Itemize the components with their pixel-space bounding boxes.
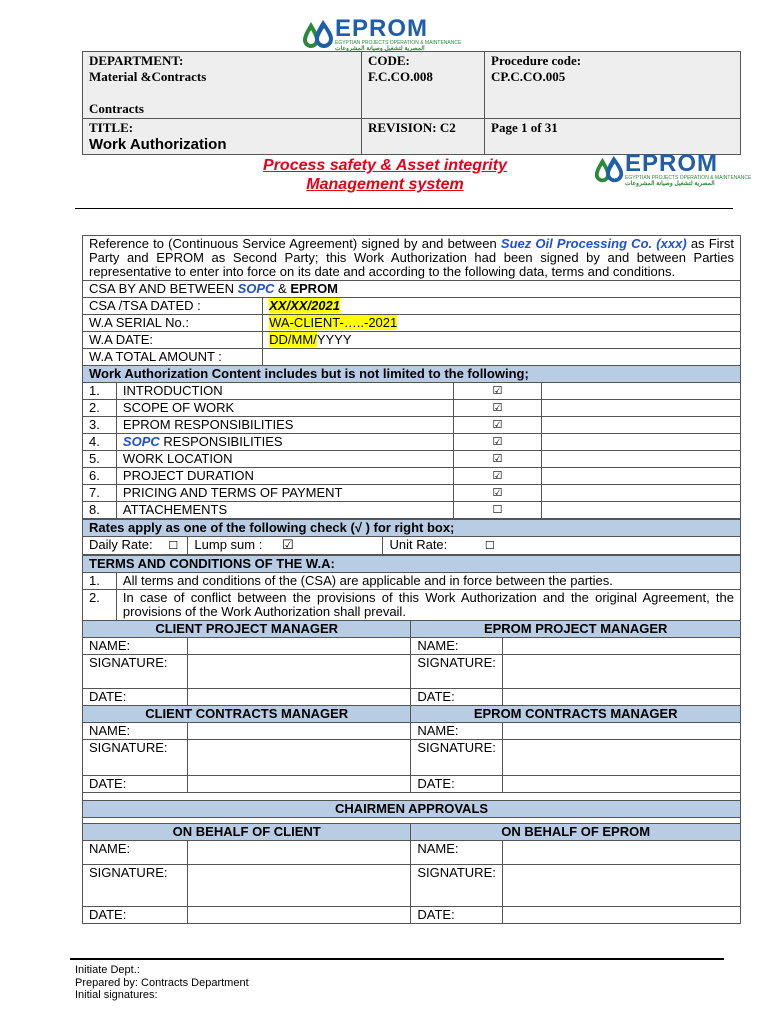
item-label: ATTACHEMENTS [116, 502, 453, 520]
spacer-row [83, 793, 741, 801]
item-label: PROJECT DURATION [116, 468, 453, 485]
logo-brand: EPROM [335, 15, 429, 42]
wa-date-value: DD/MM/ [269, 332, 317, 347]
chairman-client-date-field[interactable] [188, 907, 411, 924]
water-drops-icon [301, 18, 335, 52]
signature-label: SIGNATURE: [83, 655, 188, 689]
content-item [83, 400, 741, 417]
signature-label: SIGNATURE: [411, 740, 503, 776]
content-heading: Work Authorization Content includes but is not limited to the following; [83, 366, 741, 383]
item-empty [542, 468, 741, 485]
chairman-eprom-signature-field[interactable] [502, 865, 740, 907]
eprom-logo-side [593, 152, 751, 187]
first-party-name: Suez Oil Processing Co. (xxx) [500, 236, 687, 251]
client-pm-name-field[interactable] [188, 638, 411, 655]
code-value: F.C.CO.008 [368, 69, 433, 84]
chairman-client-name-field[interactable] [188, 841, 411, 865]
logo-tagline-ar: المصرية لتشغيل وصيانة المشروعات [335, 46, 425, 52]
eprom-project-manager-heading: EPROM PROJECT MANAGER [411, 621, 741, 638]
daily-rate-label: Daily Rate: [89, 537, 153, 552]
procedure-value: CP.C.CO.005 [491, 69, 566, 84]
item-number: 1. [83, 383, 117, 400]
terms-number: 1. [83, 573, 117, 590]
content-item [83, 502, 741, 520]
terms-heading: TERMS AND CONDITIONS OF THE W.A: [83, 555, 741, 573]
code-cell [362, 52, 485, 119]
item-empty [542, 383, 741, 400]
item-empty [542, 434, 741, 451]
daily-rate-checkbox[interactable]: ☐ [168, 539, 179, 552]
chairmen-approvals-heading: CHAIRMEN APPROVALS [83, 801, 741, 818]
date-label: DATE: [411, 776, 503, 793]
item-checkbox[interactable]: ☑ [453, 434, 542, 451]
chairman-eprom-name-field[interactable] [502, 841, 740, 865]
item-label: EPROM RESPONSIBILITIES [116, 417, 453, 434]
item-empty [542, 417, 741, 434]
management-system-banner [200, 156, 570, 194]
eprom-pm-name-field[interactable] [502, 638, 740, 655]
wa-date-label: W.A DATE: [83, 332, 263, 349]
eprom-contracts-manager-heading: EPROM CONTRACTS MANAGER [411, 706, 741, 723]
item-checkbox[interactable]: ☑ [453, 400, 542, 417]
footer-separator [70, 958, 724, 960]
item-label: SOPC RESPONSIBILITIES [116, 434, 453, 451]
daily-rate-cell [83, 537, 188, 556]
name-label: NAME: [83, 638, 188, 655]
client-contracts-manager-heading: CLIENT CONTRACTS MANAGER [83, 706, 411, 723]
csa-dated-label: CSA /TSA DATED : [83, 298, 263, 315]
csa-parties-row [83, 281, 741, 298]
department-cell [83, 52, 362, 119]
client-cm-name-field[interactable] [188, 723, 411, 740]
item-checkbox[interactable]: ☑ [453, 485, 542, 502]
name-label: NAME: [83, 841, 188, 865]
unit-rate-label: Unit Rate: [389, 537, 448, 552]
wa-date-cell [263, 332, 741, 349]
date-label: DATE: [83, 776, 188, 793]
item-empty [542, 485, 741, 502]
date-label: DATE: [83, 907, 188, 924]
terms-item [83, 573, 741, 590]
logo-tagline-ar: المصرية لتشغيل وصيانة المشروعات [625, 181, 715, 187]
item-empty [542, 451, 741, 468]
date-label: DATE: [411, 907, 503, 924]
signature-label: SIGNATURE: [83, 740, 188, 776]
item-label: SCOPE OF WORK [116, 400, 453, 417]
content-item [83, 485, 741, 502]
chairman-eprom-date-field[interactable] [502, 907, 740, 924]
signature-label: SIGNATURE: [411, 865, 503, 907]
rates-heading: Rates apply as one of the following check (√ ) for right box; [83, 519, 741, 537]
eprom-pm-date-field[interactable] [502, 689, 740, 706]
title-cell [83, 119, 362, 155]
date-label: DATE: [83, 689, 188, 706]
content-item [83, 383, 741, 400]
csa-dated-value: XX/XX/2021 [269, 298, 340, 313]
item-checkbox[interactable]: ☐ [453, 502, 542, 520]
wa-amount-value [263, 349, 741, 366]
procedure-cell [485, 52, 741, 119]
signature-label: SIGNATURE: [411, 655, 503, 689]
item-number: 8. [83, 502, 117, 520]
client-cm-signature-field[interactable] [188, 740, 411, 776]
client-project-manager-heading: CLIENT PROJECT MANAGER [83, 621, 411, 638]
terms-number: 2. [83, 590, 117, 621]
code-label: CODE: [368, 53, 410, 68]
item-number: 2. [83, 400, 117, 417]
wa-serial-value: WA-CLIENT-…..-2021 [269, 315, 398, 330]
lump-sum-cell [188, 537, 383, 556]
behalf-client-heading: ON BEHALF OF CLIENT [83, 824, 411, 841]
name-label: NAME: [411, 638, 503, 655]
item-number: 3. [83, 417, 117, 434]
client-pm-signature-field[interactable] [188, 655, 411, 689]
wa-serial-label: W.A SERIAL No.: [83, 315, 263, 332]
item-label: INTRODUCTION [116, 383, 453, 400]
wa-date-year: YYYY [316, 332, 352, 347]
terms-text: All terms and conditions of the (CSA) are applicable and in force between the parties. [116, 573, 740, 590]
item-number: 6. [83, 468, 117, 485]
banner-line-1: Process safety & Asset integrity [263, 157, 507, 174]
eprom-logo-top [301, 17, 461, 52]
item-number: 4. [83, 434, 117, 451]
content-item [83, 434, 741, 451]
lump-sum-checkbox[interactable]: ☑ [281, 538, 294, 553]
terms-item [83, 590, 741, 621]
item-checkbox[interactable]: ☑ [453, 451, 542, 468]
banner-line-2: Management system [306, 176, 464, 193]
item-checkbox[interactable]: ☑ [453, 417, 542, 434]
item-checkbox[interactable]: ☑ [453, 383, 542, 400]
footer-initiate-dept: Initiate Dept.: [75, 964, 140, 976]
item-empty [542, 400, 741, 417]
eprom-cm-date-field[interactable] [502, 776, 740, 793]
footer-initial-signatures: Initial signatures: [75, 989, 158, 1001]
item-checkbox[interactable]: ☑ [453, 468, 542, 485]
intro-paragraph [83, 236, 741, 281]
logo-brand: EPROM [625, 150, 719, 177]
name-label: NAME: [411, 841, 503, 865]
logo-tagline: EGYPTIAN PROJECTS OPERATION & MAINTENANCE [335, 40, 462, 46]
intro-text-2: as First Party and EPROM as Second Party; this Work Authorization had been signed by and between Parties representative to enter into force on its date and according to the following data, terms and conditions. [89, 236, 735, 279]
item-number: 5. [83, 451, 117, 468]
department-label: DEPARTMENT: [89, 53, 184, 68]
chairman-client-signature-field[interactable] [188, 865, 411, 907]
unit-rate-cell [383, 537, 741, 556]
csa-dated-cell [263, 298, 741, 315]
eprom-pm-signature-field[interactable] [502, 655, 740, 689]
csa-party-eprom: EPROM [290, 281, 339, 296]
document-title: Work Authorization [89, 136, 227, 153]
department-value: Material &Contracts [89, 69, 207, 84]
footer-prepared-by: Prepared by: Contracts Department [75, 976, 249, 989]
client-cm-date-field[interactable] [188, 776, 411, 793]
department-value-2: Contracts [89, 101, 144, 116]
name-label: NAME: [83, 723, 188, 740]
date-label: DATE: [411, 689, 503, 706]
behalf-eprom-heading: ON BEHALF OF EPROM [411, 824, 741, 841]
page-number: Page 1 of 31 [485, 119, 741, 155]
terms-text: In case of conflict between the provisions of this Work Authorization and the original Agreement, the provisions of the Work Authorization shall prevail. [116, 590, 740, 621]
logo-tagline: EGYPTIAN PROJECTS OPERATION & MAINTENANCE [625, 175, 752, 181]
header-separator [75, 208, 733, 209]
csa-party-sopc: SOPC [237, 281, 275, 296]
content-item [83, 451, 741, 468]
csa-by-label: CSA BY AND BETWEEN [89, 281, 238, 296]
title-label: TITLE: [89, 120, 134, 135]
content-item [83, 417, 741, 434]
item-label: WORK LOCATION [116, 451, 453, 468]
item-empty [542, 502, 741, 520]
eprom-cm-signature-field[interactable] [502, 740, 740, 776]
unit-rate-checkbox[interactable]: ☐ [484, 539, 495, 552]
work-authorization-form [82, 235, 741, 924]
procedure-label: Procedure code: [491, 53, 582, 68]
item-label: PRICING AND TERMS OF PAYMENT [116, 485, 453, 502]
lump-sum-label: Lump sum : [194, 537, 263, 552]
signature-label: SIGNATURE: [83, 865, 188, 907]
water-drops-icon [593, 154, 625, 186]
client-pm-date-field[interactable] [188, 689, 411, 706]
intro-text-1: Reference to (Continuous Service Agreement) signed by and between [89, 236, 501, 251]
eprom-cm-name-field[interactable] [502, 723, 740, 740]
name-label: NAME: [411, 723, 503, 740]
footer [75, 964, 249, 1002]
item-number: 7. [83, 485, 117, 502]
wa-amount-label: W.A TOTAL AMOUNT : [83, 349, 263, 366]
document-header-table [82, 51, 741, 155]
wa-serial-cell [263, 315, 741, 332]
revision-cell: REVISION: C2 [362, 119, 485, 155]
csa-amp: & [274, 281, 291, 296]
content-item [83, 468, 741, 485]
